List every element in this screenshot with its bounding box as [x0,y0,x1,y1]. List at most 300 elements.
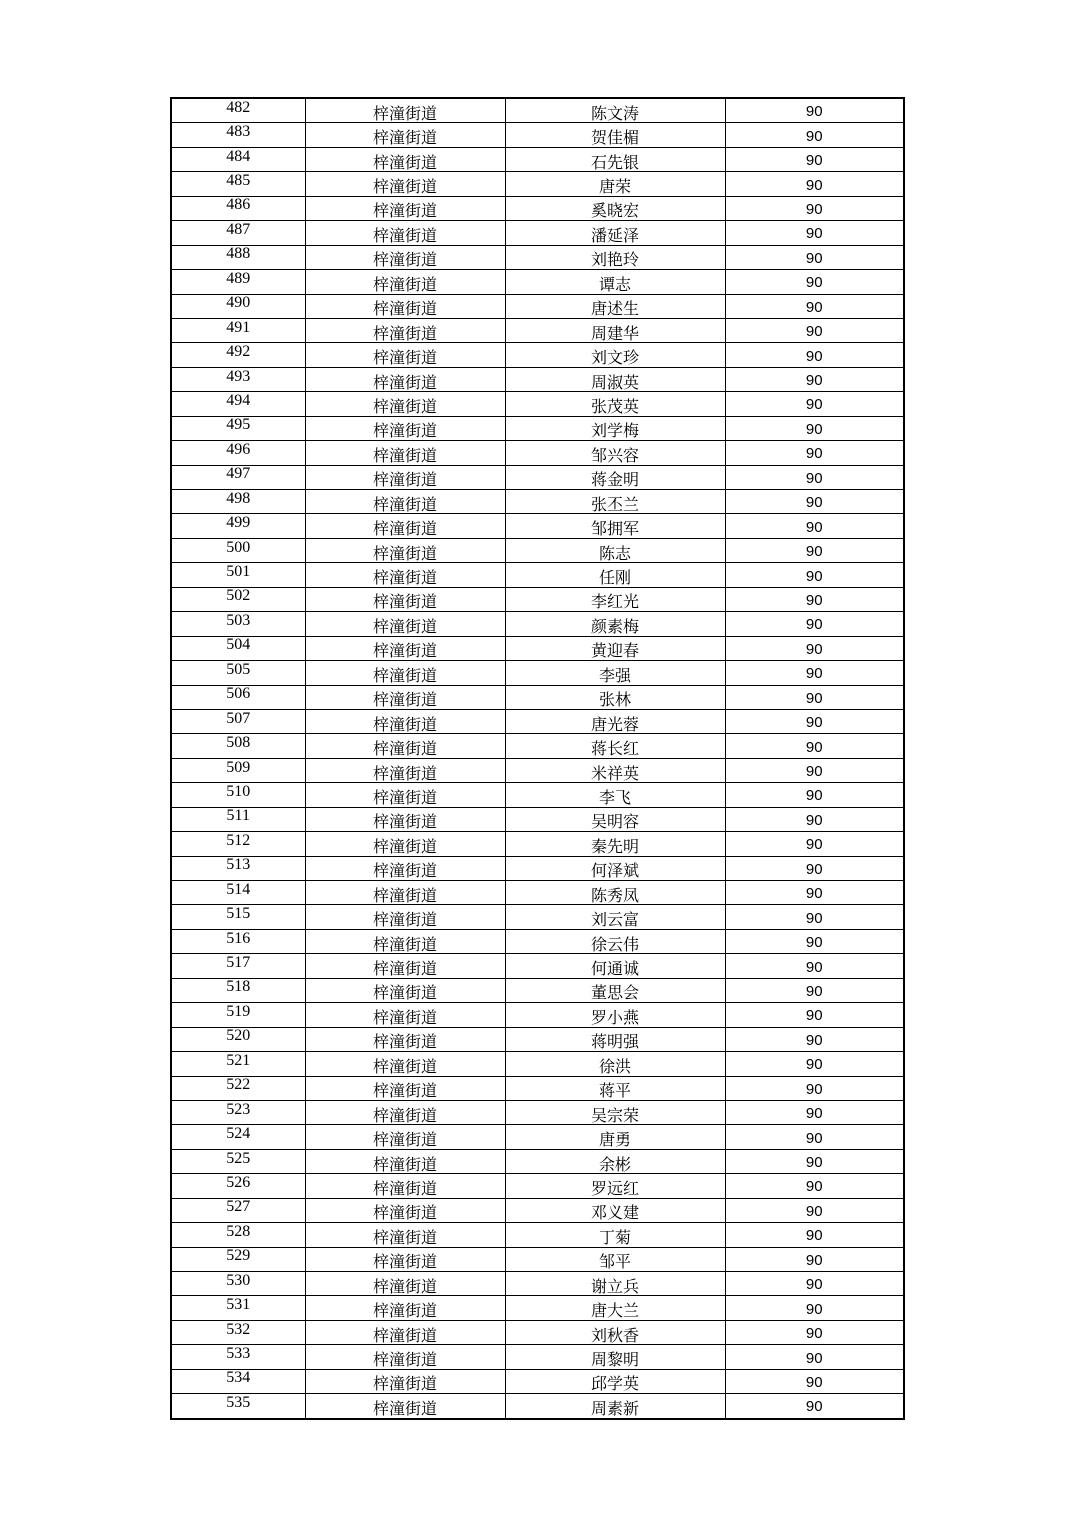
score-cell [725,856,904,880]
person-name-cell [505,1394,725,1419]
person-name-cell [505,685,725,709]
table-row [171,318,904,342]
street-cell-text: 梓潼街道 [372,959,437,979]
row-number-cell [171,563,305,587]
row-number-cell [171,661,305,685]
score-cell-text: 90 [805,323,823,341]
table-row [171,709,904,733]
row-number-cell [171,587,305,611]
person-name-cell-text: 潘延泽 [590,225,639,245]
score-cell-text: 90 [805,787,823,805]
person-name-cell-text: 邓义建 [590,1203,639,1223]
street-cell-text: 梓潼街道 [372,1178,437,1198]
table-row [171,1003,904,1027]
row-number-cell-text: 516 [226,929,251,947]
person-name-cell [505,807,725,831]
person-name-cell-text: 刘艳玲 [590,250,639,270]
street-cell [305,98,505,123]
row-number-cell [171,1125,305,1149]
row-number-cell [171,1003,305,1027]
person-name-cell [505,196,725,220]
street-cell [305,734,505,758]
street-cell [305,318,505,342]
row-number-cell-text: 519 [226,1002,251,1020]
person-name-cell-text: 颜素梅 [590,616,639,636]
street-cell-text: 梓潼街道 [372,1325,437,1345]
row-number-cell-text: 510 [226,782,251,800]
person-name-cell [505,1125,725,1149]
street-cell-text: 梓潼街道 [372,1130,437,1150]
person-name-cell [505,98,725,123]
score-cell-text: 90 [805,1129,823,1147]
row-number-cell [171,221,305,245]
street-cell-text: 梓潼街道 [372,348,437,368]
score-cell-text: 90 [805,1056,823,1074]
person-name-cell [505,367,725,391]
row-number-cell-text: 491 [226,318,251,336]
score-cell [725,709,904,733]
score-cell-text: 90 [805,469,823,487]
person-name-cell-text: 贺佳楣 [590,128,639,148]
street-cell [305,563,505,587]
street-cell-text: 梓潼街道 [372,568,437,588]
table-row [171,1149,904,1173]
table-row [171,758,904,782]
score-cell [725,294,904,318]
person-name-cell-text: 蒋金明 [590,470,639,490]
person-name-cell-text: 唐光蓉 [590,714,639,734]
street-cell-text: 梓潼街道 [372,1032,437,1052]
table-row [171,367,904,391]
row-number-cell-text: 494 [226,391,251,409]
row-number-cell-text: 493 [226,367,251,385]
score-cell [725,318,904,342]
person-name-cell [505,856,725,880]
street-cell-text: 梓潼街道 [372,519,437,539]
row-number-cell [171,441,305,465]
score-cell-text: 90 [805,543,823,561]
person-name-cell-text: 张丕兰 [590,494,639,514]
score-cell-text: 90 [805,225,823,243]
row-number-cell-text: 534 [226,1369,251,1387]
score-cell [725,465,904,489]
row-number-cell-text: 487 [226,220,251,238]
person-name-cell-text: 周淑英 [590,372,639,392]
table-row [171,1369,904,1393]
table-row [171,1394,904,1419]
row-number-cell-text: 524 [226,1125,251,1143]
person-name-cell-text: 刘文珍 [590,348,639,368]
row-number-cell-text: 484 [226,147,251,165]
score-cell [725,636,904,660]
score-cell-text: 90 [805,445,823,463]
street-cell-text: 梓潼街道 [372,543,437,563]
person-name-cell-text: 陈文涛 [590,103,639,123]
street-cell-text: 梓潼街道 [372,323,437,343]
row-number-cell [171,1198,305,1222]
person-name-cell [505,245,725,269]
street-cell [305,587,505,611]
row-number-cell [171,783,305,807]
row-number-cell-text: 501 [226,563,251,581]
person-name-cell-text: 刘学梅 [590,421,639,441]
street-cell-text: 梓潼街道 [372,1203,437,1223]
street-cell-text: 梓潼街道 [372,1301,437,1321]
street-cell-text: 梓潼街道 [372,445,437,465]
score-cell-text: 90 [805,1349,823,1367]
table-row [171,1076,904,1100]
score-cell [725,147,904,171]
row-number-cell-text: 523 [226,1100,251,1118]
score-cell [725,1003,904,1027]
street-cell [305,1320,505,1344]
person-name-cell [505,905,725,929]
street-cell [305,245,505,269]
person-name-cell [505,783,725,807]
score-cell-text: 90 [805,811,823,829]
table-row [171,514,904,538]
row-number-cell [171,1369,305,1393]
person-name-cell-text: 唐勇 [598,1130,631,1150]
row-number-cell-text: 514 [226,880,251,898]
person-name-cell-text: 邹拥军 [590,519,639,539]
score-cell-text: 90 [805,1154,823,1172]
score-cell [725,1076,904,1100]
row-number-cell [171,1296,305,1320]
street-cell [305,1223,505,1247]
table-row [171,636,904,660]
score-cell [725,514,904,538]
street-cell [305,1198,505,1222]
street-cell-text: 梓潼街道 [372,1398,437,1418]
row-number-cell [171,245,305,269]
row-number-cell-text: 508 [226,734,251,752]
person-name-cell [505,587,725,611]
person-name-cell [505,1247,725,1271]
person-name-cell-text: 李红光 [590,592,639,612]
person-name-cell-text: 米祥英 [590,763,639,783]
table-row [171,147,904,171]
person-name-cell-text: 邹平 [598,1252,631,1272]
person-name-cell [505,1345,725,1369]
street-cell [305,1394,505,1419]
score-cell-text: 90 [805,591,823,609]
street-cell [305,881,505,905]
person-name-cell [505,1100,725,1124]
street-cell [305,538,505,562]
person-name-cell-text: 刘云富 [590,910,639,930]
row-number-cell-text: 486 [226,196,251,214]
street-cell [305,196,505,220]
row-number-cell [171,318,305,342]
street-cell-text: 梓潼街道 [372,787,437,807]
score-cell-text: 90 [805,1276,823,1294]
person-name-cell [505,954,725,978]
row-number-cell-text: 500 [226,538,251,556]
score-cell [725,392,904,416]
table-row [171,905,904,929]
row-number-cell [171,978,305,1002]
street-cell-text: 梓潼街道 [372,1081,437,1101]
row-number-cell-text: 513 [226,856,251,874]
person-name-cell-text: 张林 [598,690,631,710]
person-name-cell [505,563,725,587]
row-number-cell-text: 506 [226,685,251,703]
person-name-cell [505,392,725,416]
person-name-cell [505,636,725,660]
score-cell-text: 90 [805,298,823,316]
street-cell-text: 梓潼街道 [372,592,437,612]
table-row [171,978,904,1002]
street-cell [305,147,505,171]
row-number-cell [171,881,305,905]
row-number-cell [171,905,305,929]
score-cell-text: 90 [805,640,823,658]
street-cell-text: 梓潼街道 [372,1007,437,1027]
score-cell [725,783,904,807]
person-name-cell [505,490,725,514]
street-cell [305,1052,505,1076]
street-cell-text: 梓潼街道 [372,763,437,783]
person-name-cell-text: 陈秀凤 [590,885,639,905]
street-cell-text: 梓潼街道 [372,274,437,294]
roster-table [170,97,905,1420]
row-number-cell-text: 499 [226,514,251,532]
score-cell-text: 90 [805,420,823,438]
score-cell [725,270,904,294]
row-number-cell [171,685,305,709]
street-cell [305,1076,505,1100]
table-row [171,465,904,489]
row-number-cell [171,1174,305,1198]
street-cell [305,929,505,953]
table-row [171,196,904,220]
table-row [171,1174,904,1198]
score-cell [725,685,904,709]
row-number-cell-text: 529 [226,1247,251,1265]
score-cell-text: 90 [805,958,823,976]
person-name-cell-text: 罗远红 [590,1178,639,1198]
score-cell-text: 90 [805,274,823,292]
street-cell-text: 梓潼街道 [372,690,437,710]
score-cell [725,929,904,953]
row-number-cell [171,123,305,147]
street-cell-text: 梓潼街道 [372,1105,437,1125]
person-name-cell [505,1296,725,1320]
row-number-cell [171,490,305,514]
score-cell [725,221,904,245]
person-name-cell [505,538,725,562]
score-cell-text: 90 [805,1080,823,1098]
person-name-cell [505,881,725,905]
row-number-cell-text: 518 [226,978,251,996]
score-cell [725,563,904,587]
street-cell [305,514,505,538]
person-name-cell [505,1320,725,1344]
score-cell [725,1198,904,1222]
person-name-cell-text: 李飞 [598,787,631,807]
row-number-cell [171,1345,305,1369]
row-number-cell [171,709,305,733]
row-number-cell [171,1149,305,1173]
score-cell [725,441,904,465]
row-number-cell-text: 482 [226,98,251,116]
street-cell-text: 梓潼街道 [372,641,437,661]
score-cell [725,758,904,782]
street-cell-text: 梓潼街道 [372,494,437,514]
score-cell [725,661,904,685]
person-name-cell-text: 李强 [598,665,631,685]
street-cell-text: 梓潼街道 [372,861,437,881]
street-cell [305,1027,505,1051]
table-row [171,1027,904,1051]
street-cell [305,832,505,856]
person-name-cell [505,1369,725,1393]
person-name-cell [505,1149,725,1173]
row-number-cell [171,954,305,978]
row-number-cell-text: 535 [226,1393,251,1411]
person-name-cell [505,416,725,440]
table-row [171,563,904,587]
row-number-cell-text: 533 [226,1345,251,1363]
table-row [171,294,904,318]
score-cell-text: 90 [805,909,823,927]
street-cell-text: 梓潼街道 [372,152,437,172]
row-number-cell-text: 528 [226,1222,251,1240]
score-cell [725,343,904,367]
person-name-cell [505,514,725,538]
row-number-cell [171,929,305,953]
person-name-cell-text: 黄迎春 [590,641,639,661]
street-cell [305,758,505,782]
row-number-cell [171,1247,305,1271]
person-name-cell [505,441,725,465]
street-cell-text: 梓潼街道 [372,372,437,392]
table-row [171,1198,904,1222]
table-row [171,123,904,147]
table-row [171,783,904,807]
row-number-cell-text: 489 [226,269,251,287]
person-name-cell-text: 周建华 [590,323,639,343]
row-number-cell-text: 497 [226,465,251,483]
score-cell [725,1394,904,1419]
street-cell [305,1149,505,1173]
row-number-cell-text: 525 [226,1149,251,1167]
score-cell-text: 90 [805,1178,823,1196]
street-cell [305,1174,505,1198]
score-cell [725,612,904,636]
street-cell [305,1345,505,1369]
score-cell [725,1149,904,1173]
row-number-cell [171,1394,305,1419]
table-row [171,245,904,269]
table-row [171,1223,904,1247]
street-cell [305,1296,505,1320]
row-number-cell [171,1027,305,1051]
row-number-cell [171,147,305,171]
person-name-cell-text: 周黎明 [590,1350,639,1370]
street-cell-text: 梓潼街道 [372,103,437,123]
street-cell [305,636,505,660]
street-cell-text: 梓潼街道 [372,934,437,954]
person-name-cell-text: 唐荣 [598,177,631,197]
street-cell-text: 梓潼街道 [372,225,437,245]
street-cell [305,978,505,1002]
person-name-cell [505,318,725,342]
table-row [171,954,904,978]
street-cell-text: 梓潼街道 [372,470,437,490]
person-name-cell-text: 丁菊 [598,1227,631,1247]
street-cell-text: 梓潼街道 [372,128,437,148]
table-row [171,881,904,905]
person-name-cell-text: 徐云伟 [590,934,639,954]
row-number-cell [171,98,305,123]
score-cell-text: 90 [805,763,823,781]
table-row [171,1345,904,1369]
street-cell [305,1100,505,1124]
score-cell [725,1247,904,1271]
row-number-cell [171,416,305,440]
person-name-cell-text: 蒋长红 [590,739,639,759]
row-number-cell [171,758,305,782]
score-cell-text: 90 [805,1105,823,1123]
person-name-cell-text: 邱学英 [590,1374,639,1394]
score-cell [725,807,904,831]
person-name-cell-text: 邹兴容 [590,445,639,465]
score-cell [725,734,904,758]
score-cell-text: 90 [805,1227,823,1245]
person-name-cell [505,465,725,489]
person-name-cell [505,1027,725,1051]
score-cell [725,538,904,562]
person-name-cell-text: 罗小燕 [590,1007,639,1027]
table-row [171,856,904,880]
score-cell [725,172,904,196]
table-row [171,490,904,514]
person-name-cell-text: 吴宗荣 [590,1105,639,1125]
table-row [171,832,904,856]
person-name-cell-text: 任刚 [598,568,631,588]
row-number-cell [171,832,305,856]
table-row [171,612,904,636]
person-name-cell [505,832,725,856]
row-number-cell-text: 512 [226,831,251,849]
table-row [171,685,904,709]
row-number-cell-text: 509 [226,758,251,776]
person-name-cell-text: 徐洪 [598,1056,631,1076]
person-name-cell [505,661,725,685]
score-cell-text: 90 [805,1398,823,1416]
row-number-cell [171,1320,305,1344]
street-cell [305,123,505,147]
street-cell-text: 梓潼街道 [372,1276,437,1296]
score-cell-text: 90 [805,738,823,756]
person-name-cell-text: 周素新 [590,1398,639,1418]
person-name-cell [505,978,725,1002]
row-number-cell [171,636,305,660]
score-cell-text: 90 [805,200,823,218]
score-cell-text: 90 [805,934,823,952]
person-name-cell-text: 董思会 [590,983,639,1003]
street-cell-text: 梓潼街道 [372,1154,437,1174]
score-cell-text: 90 [805,1373,823,1391]
score-cell [725,905,904,929]
row-number-cell-text: 495 [226,416,251,434]
row-number-cell-text: 488 [226,245,251,263]
person-name-cell [505,1174,725,1198]
row-number-cell-text: 498 [226,489,251,507]
street-cell [305,221,505,245]
